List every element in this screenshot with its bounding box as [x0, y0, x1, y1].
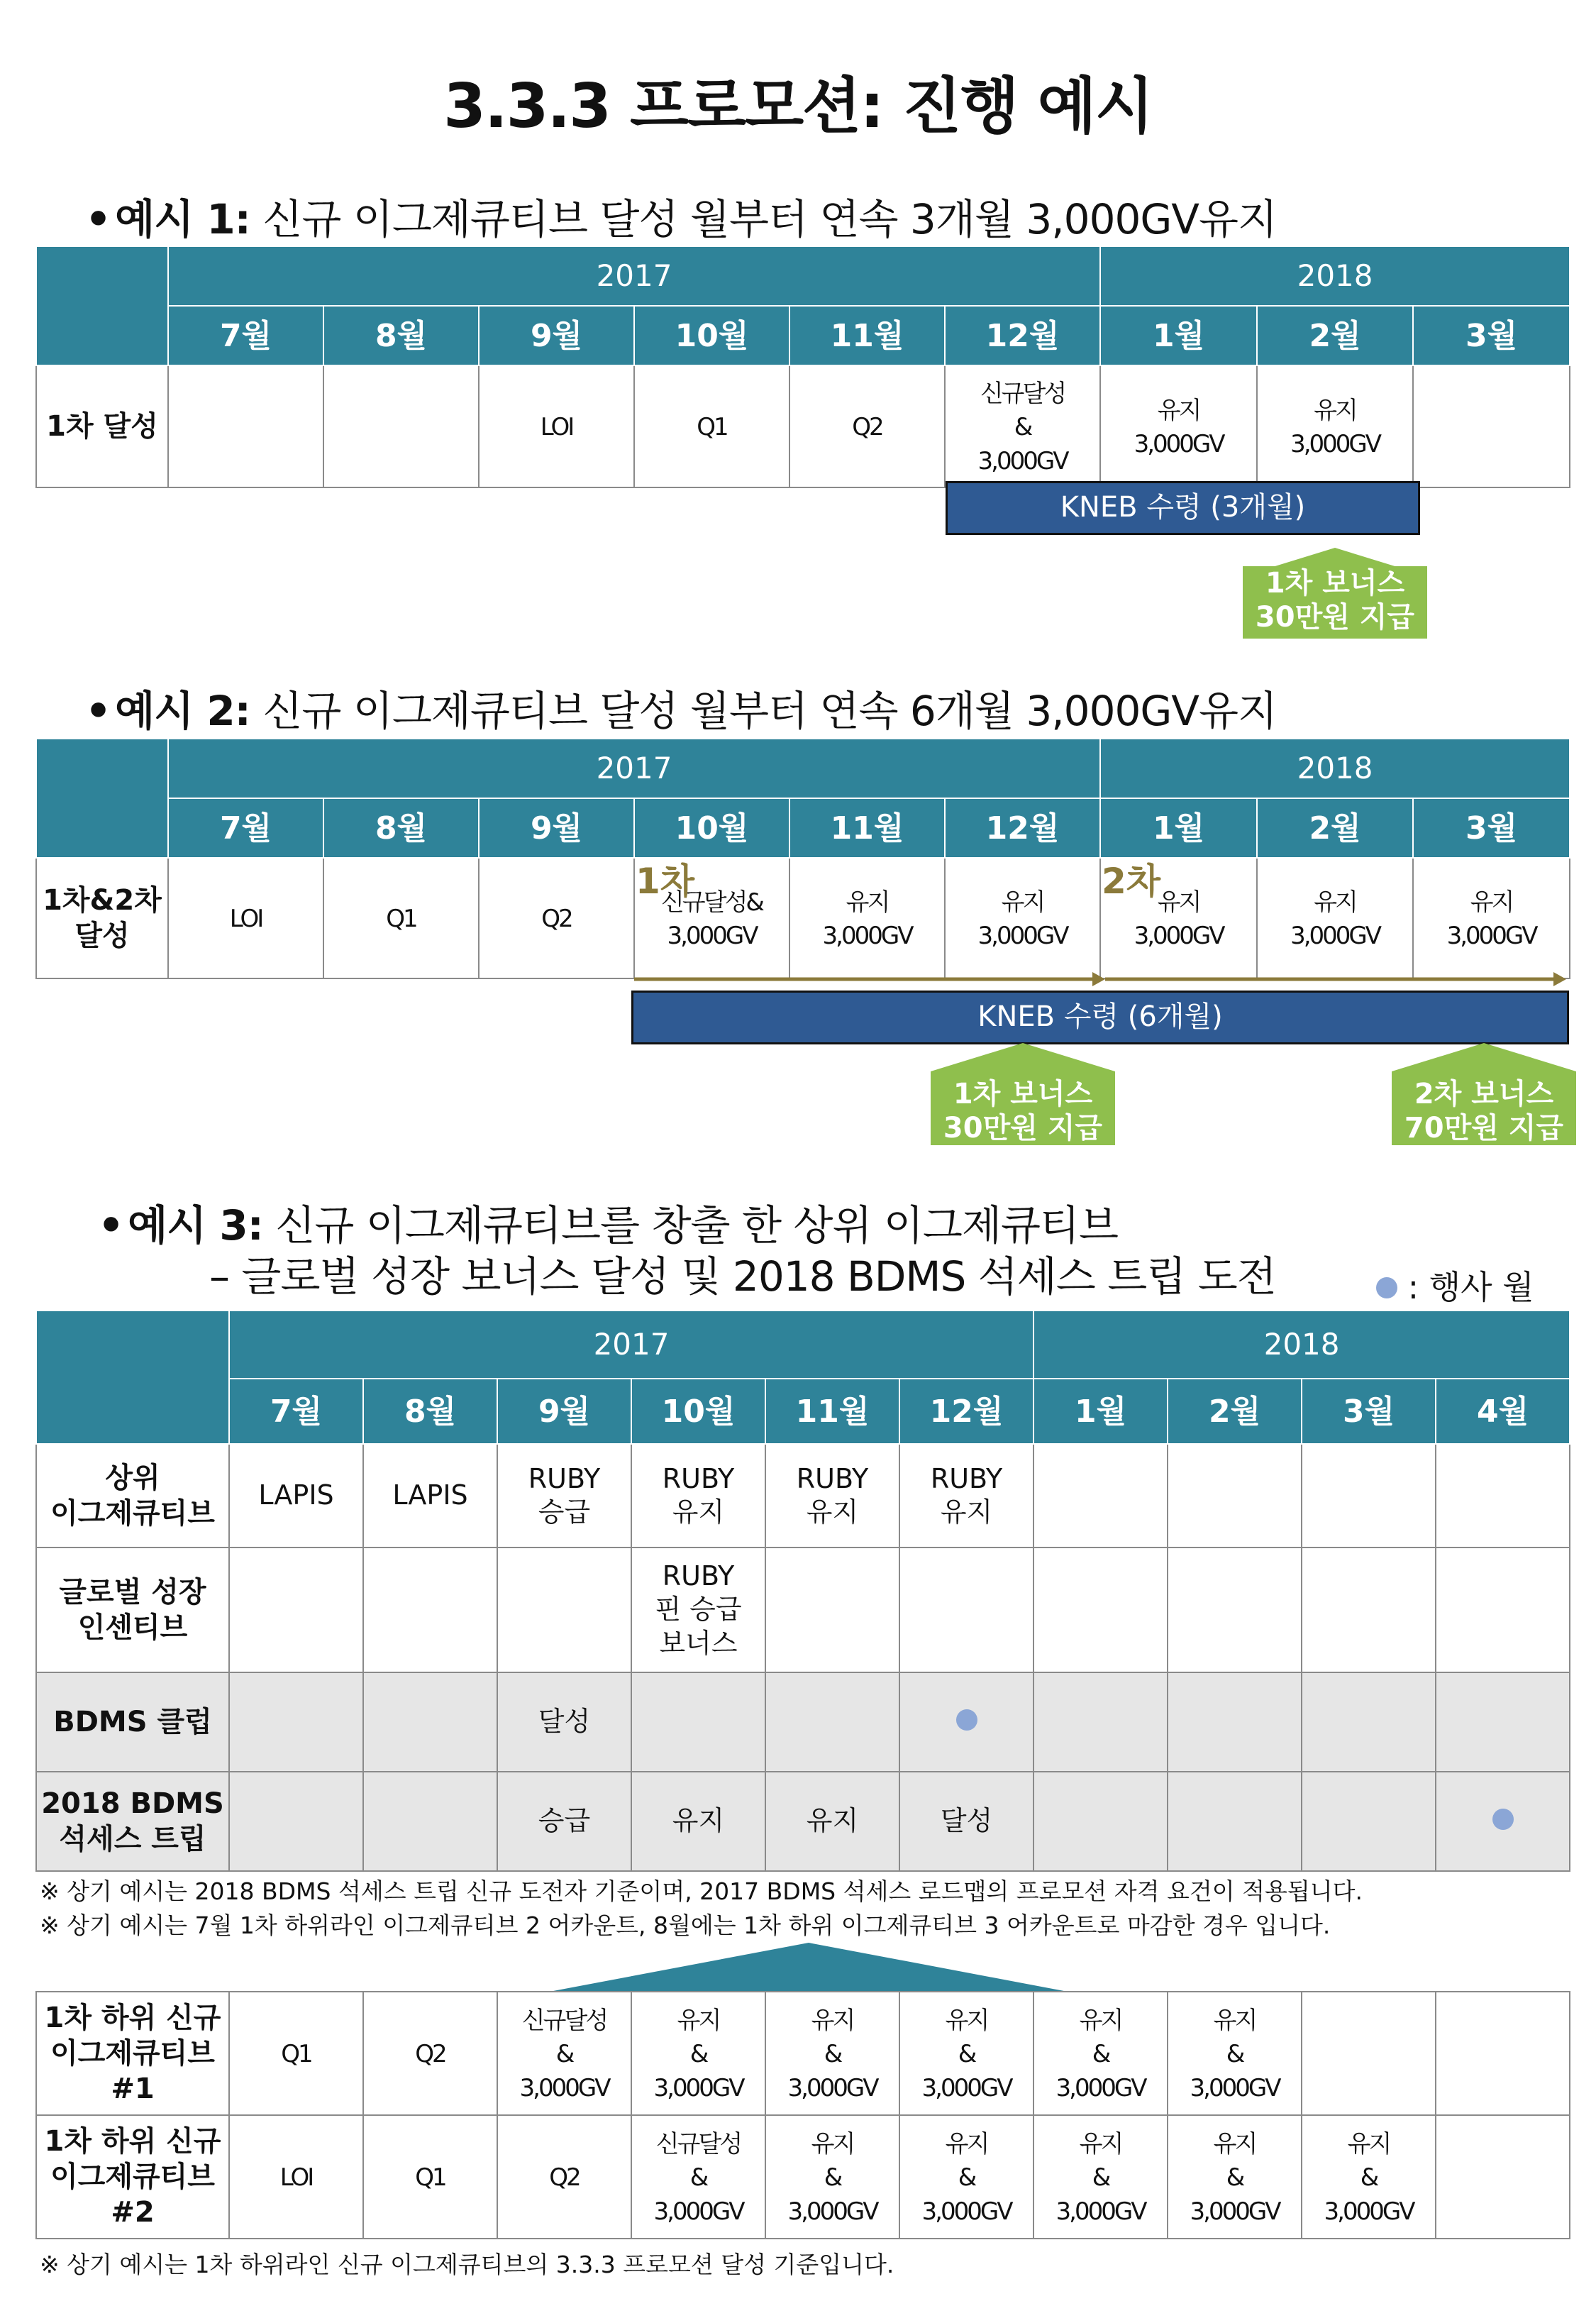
month-cell — [1033, 1992, 1168, 2115]
legend-text: : 행사 월 — [1397, 1268, 1534, 1306]
row-label: BDMS 클럽 — [36, 1672, 229, 1772]
month-cell — [765, 2115, 899, 2239]
cell-text: 신규달성& 3,000GV — [661, 888, 763, 950]
cell-text: 유지 — [806, 1805, 859, 1837]
cell-text: RUBY 유지 — [796, 1462, 869, 1528]
month-header: 12월 — [945, 798, 1100, 858]
cell-text: Q1 — [281, 2040, 311, 2069]
month-cell — [1436, 1772, 1570, 1871]
month-cell — [789, 365, 945, 487]
cell-text: 유지 & 3,000GV — [921, 2129, 1012, 2226]
example-2-label: 예시 2: — [115, 687, 250, 735]
month-cell — [899, 2115, 1033, 2239]
month-header: 1월 — [1033, 1379, 1168, 1444]
month-cell — [1168, 1772, 1302, 1871]
example-1-label: 예시 1: — [115, 195, 250, 243]
cell-text: 유지 & 3,000GV — [1055, 2006, 1146, 2102]
month-cell — [229, 2115, 363, 2239]
cell-text: 유지 & 3,000GV — [653, 2006, 743, 2102]
month-header: 9월 — [479, 306, 634, 365]
month-cell — [1033, 1772, 1168, 1871]
cell-text: 유지 3,000GV — [822, 888, 912, 950]
month-header: 2월 — [1257, 798, 1413, 858]
month-header: 7월 — [229, 1379, 363, 1444]
cell-text: 유지 3,000GV — [1290, 888, 1380, 950]
bonus-1-text: 1차 보너스 30만원 지급 — [931, 1077, 1115, 1145]
event-month-dot-icon — [1492, 1809, 1514, 1830]
month-cell — [945, 858, 1100, 978]
month-cell — [229, 1444, 363, 1548]
month-header: 11월 — [765, 1379, 899, 1444]
month-cell — [765, 1992, 899, 2115]
month-cell — [631, 2115, 765, 2239]
month-cell — [899, 1772, 1033, 1871]
year-2017: 2017 — [168, 739, 1100, 798]
connector-triangle — [553, 1943, 1064, 1992]
cell-text: 달성 — [940, 1805, 993, 1837]
month-header: 7월 — [168, 306, 323, 365]
bonus-2-text: 2차 보너스 70만원 지급 — [1392, 1077, 1576, 1145]
corner-cell — [36, 739, 168, 858]
month-cell — [1302, 1992, 1436, 2115]
year-2018: 2018 — [1033, 1311, 1570, 1379]
month-cell — [1100, 365, 1257, 487]
month-header: 2월 — [1257, 306, 1413, 365]
row-label: 2018 BDMS 석세스 트립 — [36, 1772, 229, 1871]
month-cell — [789, 858, 945, 978]
corner-cell — [36, 246, 168, 365]
row-label: 글로벌 성장 인센티브 — [36, 1548, 229, 1672]
month-cell — [1257, 365, 1413, 487]
page-title: 3.3.3 프로모션: 진행 예시 — [443, 71, 1153, 142]
cell-text: Q2 — [541, 905, 572, 934]
corner-cell — [36, 1311, 229, 1444]
month-cell — [1168, 1672, 1302, 1772]
cell-text: Q1 — [415, 2163, 445, 2192]
month-cell — [363, 1444, 497, 1548]
month-cell — [765, 1548, 899, 1672]
ordinal-2: 2차 — [1102, 861, 1161, 902]
year-2018: 2018 — [1100, 246, 1570, 306]
cell-text: 신규달성 & 3,000GV — [519, 2006, 609, 2102]
cell-text: 신규달성 & 3,000GV — [653, 2129, 743, 2226]
month-cell — [631, 1548, 765, 1672]
month-cell — [1302, 1772, 1436, 1871]
year-2018: 2018 — [1100, 739, 1570, 798]
cell-text: Q2 — [549, 2163, 580, 2192]
cell-text: LOI — [229, 905, 262, 934]
month-header: 7월 — [168, 798, 323, 858]
example-3-subheading: – 글로벌 성장 보너스 달성 및 2018 BDMS 석세스 트립 도전 — [209, 1252, 1276, 1301]
legend — [1376, 1262, 1534, 1308]
month-cell — [765, 1444, 899, 1548]
cell-text: 유지 3,000GV — [1134, 396, 1224, 458]
note-1: ※ 상기 예시는 2018 BDMS 석세스 트립 신규 도전자 기준이며, 2017 BDMS 석세스 로드맵의 프로모션 자격 요건이 적용됩니다. — [40, 1877, 1363, 1905]
month-header: 11월 — [789, 306, 945, 365]
month-cell — [1168, 1548, 1302, 1672]
month-cell — [479, 858, 634, 978]
month-header: 10월 — [634, 798, 789, 858]
cell-text: 유지 & 3,000GV — [1190, 2129, 1280, 2226]
kneb-bar-3-months: KNEB 수령 (3개월) — [946, 481, 1420, 535]
month-cell — [1302, 1548, 1436, 1672]
month-header: 11월 — [789, 798, 945, 858]
month-cell — [1436, 2115, 1570, 2239]
cell-text: RUBY 유지 — [662, 1462, 735, 1528]
cell-text: Q1 — [697, 413, 727, 442]
row-label: 1차 하위 신규 이그제큐티브 #2 — [36, 2115, 229, 2239]
cell-text: 유지 & 3,000GV — [921, 2006, 1012, 2102]
month-cell — [497, 1672, 631, 1772]
month-cell — [323, 365, 479, 487]
progress-arrows — [631, 969, 1575, 991]
month-cell — [1033, 1548, 1168, 1672]
month-header: 3월 — [1413, 306, 1570, 365]
month-cell — [1302, 2115, 1436, 2239]
month-cell — [631, 1992, 765, 2115]
month-header: 8월 — [363, 1379, 497, 1444]
month-header: 3월 — [1302, 1379, 1436, 1444]
month-cell — [1168, 1992, 1302, 2115]
cell-text: 승급 — [538, 1805, 591, 1837]
cell-text: 유지 & 3,000GV — [787, 2006, 877, 2102]
month-cell — [631, 1772, 765, 1871]
month-header: 8월 — [323, 306, 479, 365]
cell-text: RUBY 승급 — [528, 1462, 601, 1528]
cell-text: LOI — [279, 2163, 313, 2192]
row-label: 1차 달성 — [36, 365, 168, 487]
row-label: 1차&2차 달성 — [36, 858, 168, 978]
month-cell — [497, 1992, 631, 2115]
month-cell — [899, 1548, 1033, 1672]
month-header: 10월 — [634, 306, 789, 365]
cell-text: Q2 — [852, 413, 882, 442]
cell-text: Q2 — [415, 2040, 445, 2069]
bullet: • — [85, 195, 111, 243]
month-cell — [363, 1992, 497, 2115]
month-header: 4월 — [1436, 1379, 1570, 1444]
cell-text: 유지 & 3,000GV — [1324, 2129, 1414, 2226]
month-cell — [1033, 1672, 1168, 1772]
cell-text: 유지 3,000GV — [977, 888, 1068, 950]
month-cell — [765, 1672, 899, 1772]
kneb-bar-6-months: KNEB 수령 (6개월) — [631, 991, 1569, 1044]
month-header: 2월 — [1168, 1379, 1302, 1444]
cell-text: RUBY 유지 — [930, 1462, 1003, 1528]
example-2-table — [35, 738, 1570, 979]
month-cell — [1302, 1444, 1436, 1548]
month-header: 12월 — [945, 306, 1100, 365]
month-cell — [1413, 365, 1570, 487]
month-header: 3월 — [1413, 798, 1570, 858]
month-cell — [168, 365, 323, 487]
month-cell — [1436, 1444, 1570, 1548]
month-cell — [1413, 858, 1570, 978]
month-header: 12월 — [899, 1379, 1033, 1444]
month-cell — [229, 1672, 363, 1772]
cell-text: LAPIS — [258, 1479, 334, 1511]
cell-text: 유지 3,000GV — [1446, 888, 1536, 950]
month-cell — [631, 1444, 765, 1548]
example-2-desc: 신규 이그제큐티브 달성 월부터 연속 6개월 3,000GV유지 — [250, 687, 1278, 735]
month-header: 1월 — [1100, 798, 1257, 858]
example-2-heading — [85, 678, 1277, 737]
month-cell — [363, 1672, 497, 1772]
month-cell — [1033, 1444, 1168, 1548]
month-cell — [229, 1992, 363, 2115]
month-cell — [634, 365, 789, 487]
cell-text: RUBY 핀 승급 보너스 — [655, 1560, 742, 1659]
example-3-table — [35, 1310, 1570, 1872]
cell-text: 유지 — [672, 1805, 725, 1837]
month-cell — [497, 1772, 631, 1871]
month-cell — [945, 365, 1100, 487]
cell-text: 유지 3,000GV — [1134, 888, 1224, 950]
bullet: • — [98, 1201, 124, 1249]
cell-text: 유지 & 3,000GV — [787, 2129, 877, 2226]
month-cell — [1168, 2115, 1302, 2239]
month-cell — [631, 1672, 765, 1772]
note-2: ※ 상기 예시는 7월 1차 하위라인 이그제큐티브 2 어카운트, 8월에는 1차 하위 이그제큐티브 3 어카운트로 마감한 경우 입니다. — [40, 1911, 1331, 1939]
month-header: 9월 — [479, 798, 634, 858]
month-cell — [497, 1444, 631, 1548]
note-3: ※ 상기 예시는 1차 하위라인 신규 이그제큐티브의 3.3.3 프로모션 달성 기준입니다. — [40, 2251, 894, 2278]
month-cell — [1436, 1992, 1570, 2115]
month-cell — [363, 1772, 497, 1871]
example-1-heading — [85, 186, 1277, 246]
month-cell — [1302, 1672, 1436, 1772]
month-cell — [497, 2115, 631, 2239]
month-header: 1월 — [1100, 306, 1257, 365]
example-1-table — [35, 246, 1570, 488]
example-3-desc: 신규 이그제큐티브를 창출 한 상위 이그제큐티브 — [262, 1201, 1119, 1249]
month-cell — [1168, 1444, 1302, 1548]
row-label: 1차 하위 신규 이그제큐티브 #1 — [36, 1992, 229, 2115]
cell-text: 유지 3,000GV — [1290, 396, 1380, 458]
month-cell — [1033, 2115, 1168, 2239]
cell-text: LAPIS — [392, 1479, 468, 1511]
month-cell — [323, 858, 479, 978]
example-1-desc: 신규 이그제큐티브 달성 월부터 연속 3개월 3,000GV유지 — [250, 195, 1278, 243]
cell-text: 유지 & 3,000GV — [1190, 2006, 1280, 2102]
month-header: 9월 — [497, 1379, 631, 1444]
year-2017: 2017 — [168, 246, 1100, 306]
month-cell — [363, 2115, 497, 2239]
row-label: 상위 이그제큐티브 — [36, 1444, 229, 1548]
month-cell — [1257, 858, 1413, 978]
sub-executive-table — [35, 1991, 1570, 2239]
bonus-1-text: 1차 보너스 30만원 지급 — [1243, 566, 1427, 634]
event-month-dot-icon — [956, 1709, 977, 1731]
example-3-label: 예시 3: — [128, 1201, 263, 1249]
month-cell — [479, 365, 634, 487]
month-cell — [497, 1548, 631, 1672]
event-month-dot-icon — [1376, 1277, 1397, 1298]
month-cell — [168, 858, 323, 978]
month-cell — [899, 1444, 1033, 1548]
cell-text: Q1 — [386, 905, 416, 934]
cell-text: LOI — [540, 413, 573, 442]
month-cell — [1436, 1672, 1570, 1772]
month-cell — [1436, 1548, 1570, 1672]
bullet: • — [85, 687, 111, 735]
month-cell — [899, 1672, 1033, 1772]
cell-text: 달성 — [538, 1706, 591, 1738]
month-cell — [363, 1548, 497, 1672]
cell-text: 신규달성 & 3,000GV — [977, 379, 1068, 475]
year-2017: 2017 — [229, 1311, 1033, 1379]
month-cell — [229, 1772, 363, 1871]
month-cell — [229, 1548, 363, 1672]
month-header: 10월 — [631, 1379, 765, 1444]
month-cell — [899, 1992, 1033, 2115]
month-cell — [765, 1772, 899, 1871]
ordinal-1: 1차 — [636, 861, 695, 902]
month-header: 8월 — [323, 798, 479, 858]
cell-text: 유지 & 3,000GV — [1055, 2129, 1146, 2226]
